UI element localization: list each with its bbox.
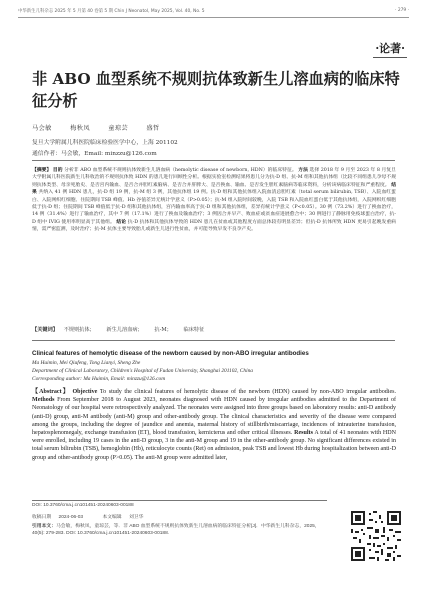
keywords-label: 【关键词】 bbox=[32, 327, 58, 333]
keyword: 抗-M； bbox=[154, 327, 172, 333]
objective-text-en: To study the clinical features of hemolytic disease of the newborn (HDN) caused by non-ABO irregular antibodies. bbox=[99, 389, 397, 395]
editor-name: 刘卫华 bbox=[128, 515, 144, 520]
journal-citation-line: 中华新生儿科杂志 2025 年 5 月第 40 卷第 5 期 Chin J Neonatol, May 2025, Vol. 40, No. 5 bbox=[18, 9, 205, 14]
correspondence-en: Corresponding author: Ma Huimin, Email: minzzu@126.com bbox=[32, 376, 166, 382]
doi-label: DOI: bbox=[32, 503, 42, 508]
abstract-cn bbox=[32, 167, 396, 234]
divider bbox=[32, 500, 327, 501]
results-label-en: Results bbox=[294, 430, 313, 437]
header-rule bbox=[18, 17, 409, 18]
correspondence-cn: 通信作者：马会敏，Email: minzzu@126.com bbox=[32, 151, 157, 157]
running-head bbox=[18, 6, 409, 16]
qr-code-icon bbox=[351, 511, 401, 561]
results-text: 共纳入 41 例 HDN 患儿，抗-D 组 19 例，抗-M 组 3 例，其他抗体组 19 例。抗-D 组和其他抗体组入院血清总胆红素（total serum bilirubin, TSB）、入院血红蛋白、入院网织红细胞、住院期间 TSB 峰值、Hb 谷值差异无统计学意义（P>0.05）；抗-M 组入院时间较晚，入院 TSB 和入院血红蛋白低于其他抗体组，入院网织红细胞低于抗-D 组；住院期间 TSB 峰值低于抗-D 组和其他抗体组，宫内输血率高于抗-D 组和其他抗体组，差异有统计学意义（P<0.05）。30 例（73.2%）进行了换血治疗，14 例（31.4%）进行了输血治疗，其中 7 例（17.1%）进行了换血及输血治疗；3 例因合并早产、败血症或贫血症进展愈合中；30 例进行了静脉用免疫球蛋白治疗，抗-D 组中 IVIG 使用率明显高于其他组。 bbox=[32, 190, 396, 225]
received-row bbox=[32, 513, 143, 520]
article-title-en: Clinical features of hemolytic disease of the newborn caused by non-ABO irregular antibodies bbox=[32, 350, 309, 357]
keywords-cn bbox=[32, 326, 214, 333]
divider bbox=[32, 340, 395, 341]
author-name: 马会敏 bbox=[32, 125, 52, 132]
objective-label-en: Objective bbox=[72, 389, 98, 395]
keyword: 新生儿溶血病； bbox=[106, 327, 143, 333]
conclusion-text: 抗-D 抗体和其他抗体导致的 HDN 患儿在贫血或其他程度方面总体较有明显差异；但抗-D 抗体所致 HDN 更易引起晚发重病情，需严密监测，及时治疗；抗-M 抗体主要导致胎儿或新生儿进行性贫血，并可能导致早发不良孕产史。 bbox=[32, 219, 396, 233]
objective-label: 目的 bbox=[52, 167, 63, 173]
affiliation-cn: 复旦大学附属儿科医院临床检验医学中心，上海 201102 bbox=[32, 140, 178, 146]
authors-en: Ma Huimin, Mei Qiufeng, Tong Lianyi, Sheng Zhe bbox=[32, 360, 141, 366]
doi-row bbox=[32, 503, 134, 508]
methods-text-en: From September 2018 to August 2023, neonates diagnosed with HDN caused by irregular antibodies admitted to the Department of Neonatology of our hospital were retrospectively analyzed. The neonates were assigned into three groups based on laboratory results: anti-D antibody (anti-D) group, anti-M antibody (anti-M) group and other-antibody group. The clinical characteristics and severity of the disease were compared among the groups, including the degree of jaundice and anemia, maternal history of stillbirth/miscarriage, incidences of intrauterine transfusion, hepatosplenomegaly, exchange transfusion (ET), blood transfusion, kernicterus and other critical illnesses. bbox=[32, 397, 396, 437]
citation-row bbox=[32, 523, 332, 537]
authors-cn bbox=[32, 123, 176, 132]
abstract-label-en: 【Abstract】 bbox=[32, 389, 70, 395]
author-name: 梅秋凤 bbox=[70, 125, 90, 132]
keyword: 临床特征 bbox=[183, 327, 205, 333]
section-label: ·论著· bbox=[373, 40, 407, 58]
conclusion-label: 结论 bbox=[116, 218, 127, 225]
abstract-label: 【摘要】 bbox=[32, 167, 52, 173]
methods-label-en: Methods bbox=[32, 397, 55, 404]
divider bbox=[32, 160, 395, 161]
doi-value[interactable]: 10.3760/cma.j.cn101451-20240603-00188 bbox=[43, 503, 134, 508]
results-text-en: A total of 41 neonates with HDN were enrolled, including 19 cases in the anti-D group, 3 in the anti-M group and 19 in the other-antibody group. No significant differences existed in total serum bilirubin (TSB), hemoglobin (Hb), reticulocyte counts (Ret) on admission, peak TSB and lowest Hb during hospitalization between anti-D group and other-antibody group (P>0.05). The anti-M group were admitted later, bbox=[32, 430, 397, 461]
keyword: 不规则抗体； bbox=[63, 327, 95, 333]
author-name: 童琼芸 bbox=[108, 125, 129, 132]
abstract-en bbox=[32, 388, 396, 462]
article-title-cn: 非 ABO 血型系统不规则抗体致新生儿溶血病的临床特征分析 bbox=[32, 70, 400, 110]
author-name: 盛哲 bbox=[146, 125, 160, 132]
received-date: 2024-06-03 bbox=[58, 515, 84, 520]
citation-label: 引用本文： bbox=[32, 524, 56, 529]
editor-label: 本文编辑 bbox=[102, 515, 122, 520]
page-number: · 279 · bbox=[395, 8, 409, 13]
methods-label: 方法 bbox=[298, 167, 308, 173]
results-label: 结果 bbox=[32, 181, 396, 196]
citation-text: 马会敏，梅秋凤，童琼芸，等．非 ABO 血型系统不规则抗体致新生儿溶血病的临床特征分析[J]．中华新生儿科杂志，2025，40(5): 279-283. DOI: 10.3760/cma.j.cn101451-20240603-00188. bbox=[32, 524, 320, 536]
objective-text: 分析非 ABO 血型系统不规则抗体致新生儿溶血病（hemolytic disease of newborn, HDN）的临床特征。 bbox=[64, 168, 297, 173]
methods-text: 选择 2018 年 9 月至 2023 年 8 月复旦大学附属儿科医院新生儿科收治的不规则抗体致 HDN 的患儿进行回顾性分析。根据实验室检测结果将患儿分为抗-D 组、抗-M 组和其他抗体组（比较不同组患儿孕母不规则抗体类型、母亲死胎史、是否宫内输血、是否合并胆红素脑病、是否合并肝脾大、是否换血、输血、是否发生胆红素脑病等临床资料，分析该病临床特征和严重程度。 bbox=[32, 168, 396, 188]
received-label: 收稿日期 bbox=[32, 515, 52, 520]
affiliation-en: Department of Clinical Laboratory, Children's Hospital of Fudan University, Shanghai 201102, China bbox=[32, 368, 253, 374]
